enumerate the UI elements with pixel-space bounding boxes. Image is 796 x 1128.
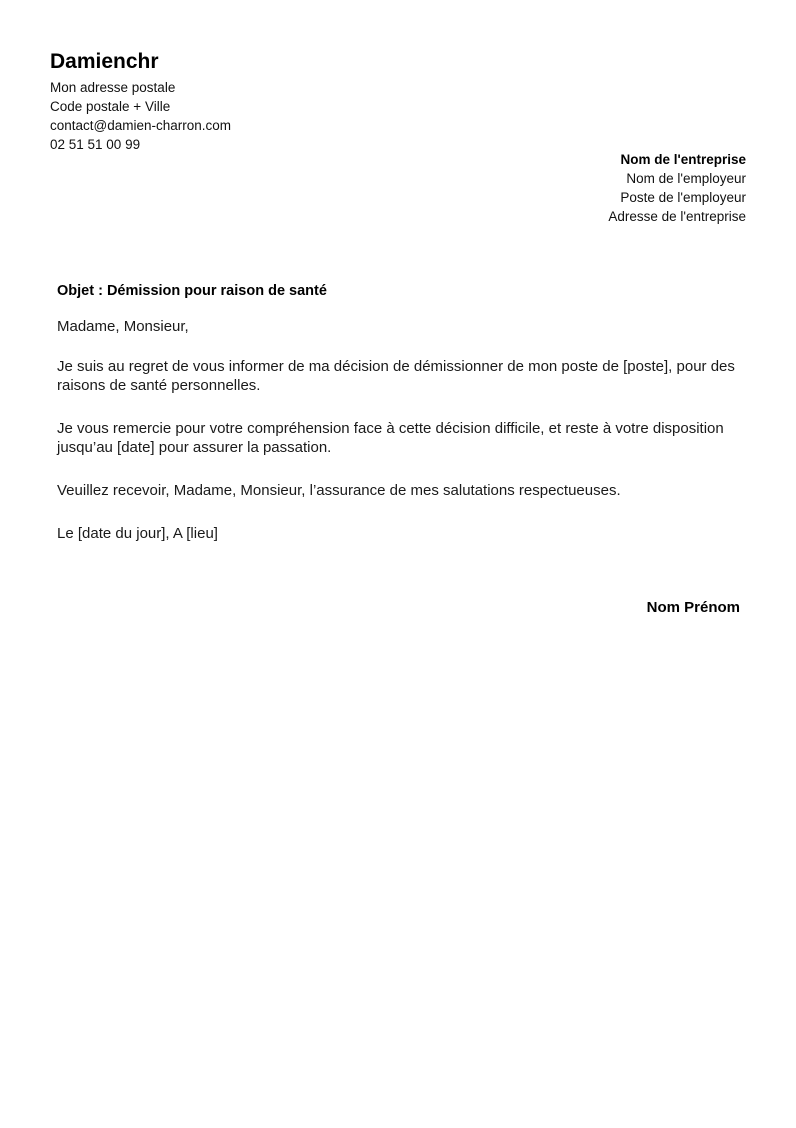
letter-body <box>57 281 747 567</box>
letter-signature: Nom Prénom <box>646 599 740 616</box>
letter-paragraph-2: Je vous remercie pour votre compréhension face à cette décision difficile, et reste à votre disposition jusqu’au [date] pour assurer la passation. <box>57 420 724 456</box>
sender-city: Code postale + Ville <box>50 99 171 114</box>
letter-date-place: Le [date du jour], A [lieu] <box>57 525 218 542</box>
recipient-company: Nom de l'entreprise <box>620 152 746 167</box>
sender-email: contact@damien-charron.com <box>50 118 232 133</box>
letter-salutation: Madame, Monsieur, <box>57 318 189 335</box>
recipient-employer-name: Nom de l'employeur <box>626 171 746 186</box>
recipient-employer-position: Poste de l'employeur <box>620 190 746 205</box>
sender-phone: 02 51 51 00 99 <box>50 137 141 152</box>
letter-subject: Objet : Démission pour raison de santé <box>57 283 327 299</box>
letter-paragraph-3: Veuillez recevoir, Madame, Monsieur, l’assurance de mes salutations respectueuses. <box>57 482 621 499</box>
sender-name: Damienchr <box>50 50 159 73</box>
sender-block <box>50 48 450 154</box>
recipient-block <box>386 150 746 226</box>
sender-address: Mon adresse postale <box>50 80 176 95</box>
recipient-company-address: Adresse de l'entreprise <box>608 209 746 224</box>
letter-paragraph-1: Je suis au regret de vous informer de ma décision de démissionner de mon poste de [poste], pour des raisons de santé personnelles. <box>57 358 735 394</box>
